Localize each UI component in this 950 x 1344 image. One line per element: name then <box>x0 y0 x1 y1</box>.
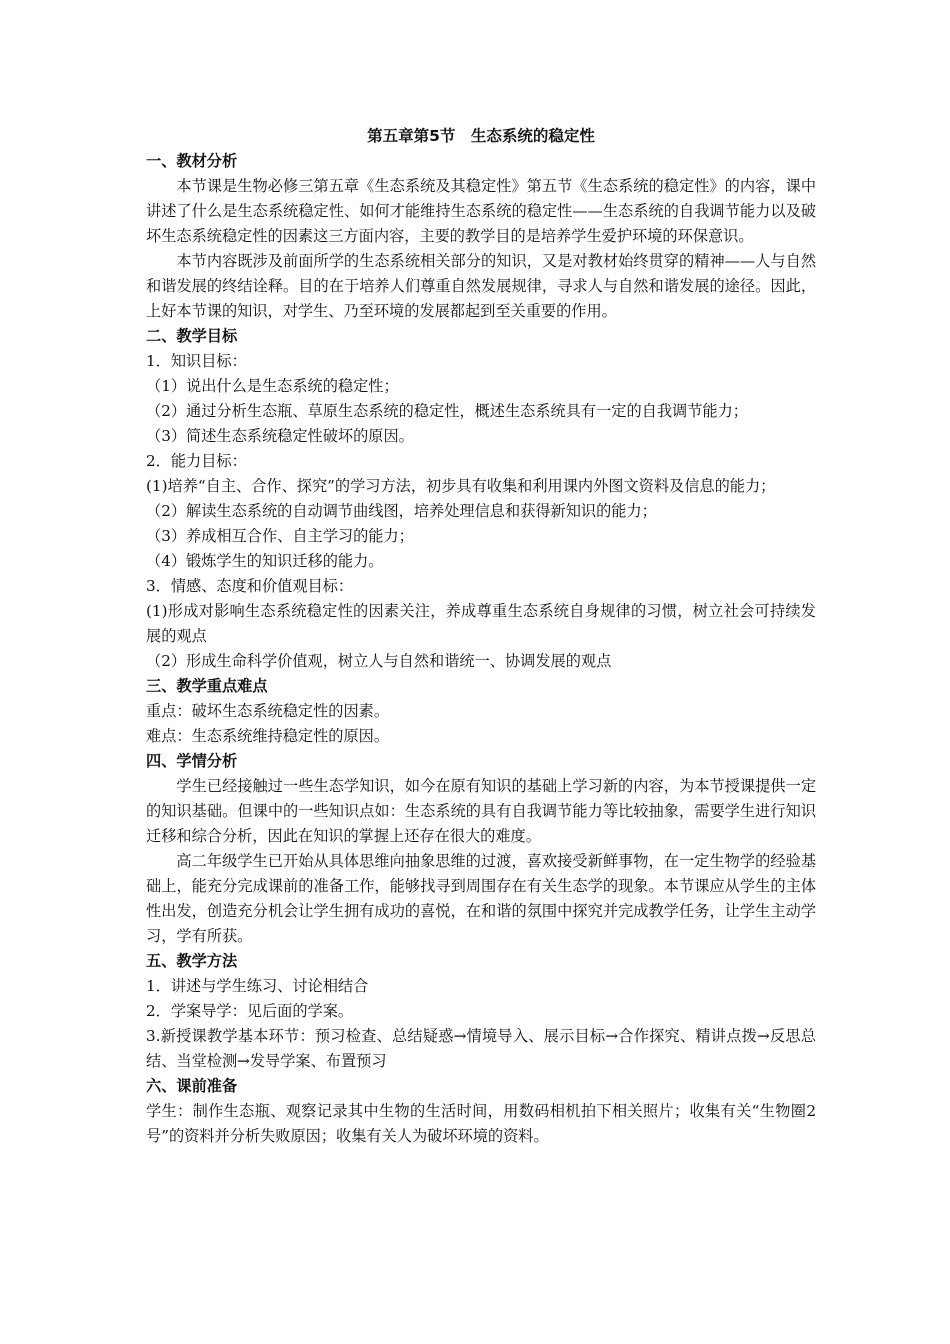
list-item: (1)形成对影响生态系统稳定性的因素关注，养成尊重生态系统自身规律的习惯，树立社会可持续发展的观点 <box>146 602 816 645</box>
list-item: (1)培养“自主、合作、探究”的学习方法，初步具有收集和利用课内外图文资料及信息的能力； <box>146 477 776 495</box>
section-heading-teaching-goals: 二、教学目标 <box>146 327 238 345</box>
list-item: 重点：破坏生态系统稳定性的因素。 <box>146 702 389 720</box>
paragraph: 学生已经接触过一些生态学知识，如今在原有知识的基础上学习新的内容，为本节授课提供一定的知识基础。但课中的一些知识点如：生态系统的具有自我调节能力等比较抽象，需要学生进行知识迁移和综合分析，因此在知识的掌握上还存在很大的难度。 <box>146 777 816 845</box>
paragraph: 本节内容既涉及前面所学的生态系统相关部分的知识，又是对教材始终贯穿的精神——人与自然和谐发展的终结诠释。目的在于培养人们尊重自然发展规律，寻求人与自然和谐发展的途径。因此，上好本节课的知识，对学生、乃至环境的发展都起到至关重要的作用。 <box>146 252 816 320</box>
list-item: 3．情感、态度和价值观目标： <box>146 577 354 595</box>
section-heading-textbook-analysis: 一、教材分析 <box>146 152 238 170</box>
list-item: 1．讲述与学生练习、讨论相结合 <box>146 977 369 995</box>
paragraph: 学生：制作生态瓶、观察记录其中生物的生活时间，用数码相机拍下相关照片；收集有关“生物圈2号”的资料并分析失败原因；收集有关人为破坏环境的资料。 <box>146 1102 816 1145</box>
list-item: 2．学案导学：见后面的学案。 <box>146 1002 354 1020</box>
list-item: （2）解读生态系统的自动调节曲线图，培养处理信息和获得新知识的能力； <box>146 502 657 520</box>
list-item: 1．知识目标： <box>146 352 247 370</box>
document-title: 第五章第5节 生态系统的稳定性 <box>367 127 595 145</box>
list-item: （1）说出什么是生态系统的稳定性； <box>146 377 399 395</box>
paragraph: 高二年级学生已开始从具体思维向抽象思维的过渡，喜欢接受新鲜事物，在一定生物学的经验基础上，能充分完成课前的准备工作，能够找寻到周围存在有关生态学的现象。本节课应从学生的主体性出发，创造充分机会让学生拥有成功的喜悦，在和谐的氛围中探究并完成教学任务，让学生主动学习，学有所获。 <box>146 852 816 945</box>
list-item: （2）通过分析生态瓶、草原生态系统的稳定性，概述生态系统具有一定的自我调节能力； <box>146 402 748 420</box>
list-item: 难点：生态系统维持稳定性的原因。 <box>146 727 389 745</box>
section-heading-student-analysis: 四、学情分析 <box>146 752 238 770</box>
list-item: 3.新授课教学基本环节：预习检查、总结疑惑→情境导入、展示目标→合作探究、精讲点拨→反思总结、当堂检测→发导学案、布置预习 <box>146 1027 816 1070</box>
section-heading-key-points: 三、教学重点难点 <box>146 677 268 695</box>
paragraph: 本节课是生物必修三第五章《生态系统及其稳定性》第五节《生态系统的稳定性》的内容，课中讲述了什么是生态系统稳定性、如何才能维持生态系统的稳定性——生态系统的自我调节能力以及破坏生态系统稳定性的因素这三方面内容，主要的教学目的是培养学生爱护环境的环保意识。 <box>146 177 816 245</box>
list-item: （2）形成生命科学价值观，树立人与自然和谐统一、协调发展的观点 <box>146 652 612 670</box>
document-body <box>146 124 816 1149</box>
list-item: 2．能力目标： <box>146 452 247 470</box>
list-item: （3）养成相互合作、自主学习的能力； <box>146 527 414 545</box>
list-item: （4）锻炼学生的知识迁移的能力。 <box>146 552 384 570</box>
section-heading-teaching-methods: 五、教学方法 <box>146 952 238 970</box>
list-item: （3）简述生态系统稳定性破坏的原因。 <box>146 427 414 445</box>
section-heading-preparation: 六、课前准备 <box>146 1077 238 1095</box>
